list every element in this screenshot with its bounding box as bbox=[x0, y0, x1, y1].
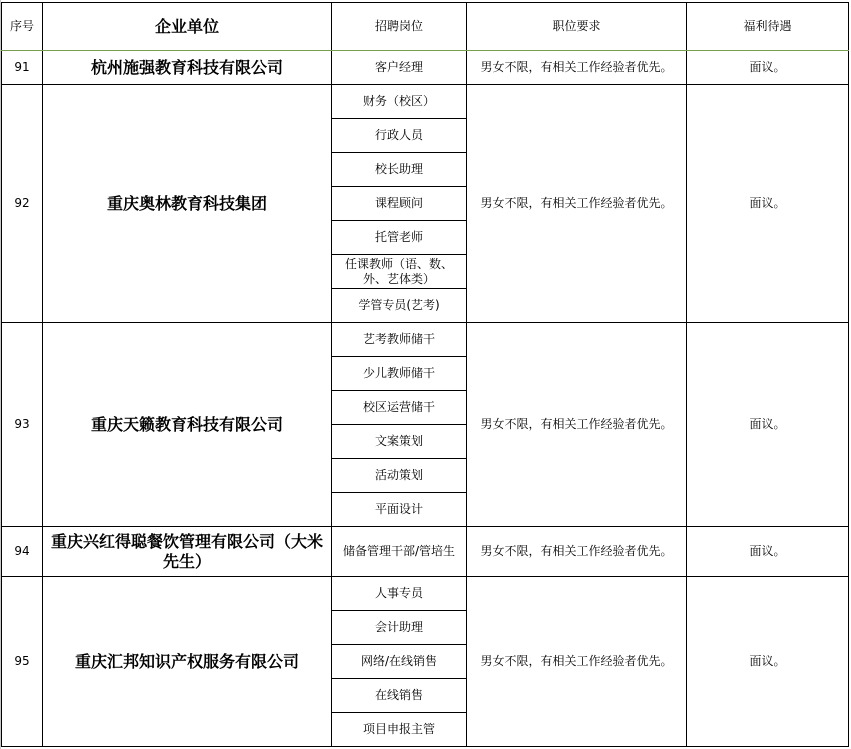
recruitment-table bbox=[1, 2, 849, 747]
position-cell[interactable]: 行政人员 bbox=[332, 119, 467, 153]
row-number[interactable]: 92 bbox=[2, 85, 43, 323]
position-cell[interactable]: 平面设计 bbox=[332, 493, 467, 527]
position-cell[interactable]: 财务（校区） bbox=[332, 85, 467, 119]
position-cell[interactable]: 学管专员(艺考) bbox=[332, 289, 467, 323]
company-name[interactable]: 杭州施强教育科技有限公司 bbox=[43, 51, 332, 85]
benefit-cell[interactable]: 面议。 bbox=[687, 85, 849, 323]
position-cell[interactable]: 活动策划 bbox=[332, 459, 467, 493]
requirement-cell[interactable]: 男女不限，有相关工作经验者优先。 bbox=[467, 51, 687, 85]
position-cell[interactable]: 任课教师（语、数、外、艺体类） bbox=[332, 255, 467, 289]
row-number[interactable]: 93 bbox=[2, 323, 43, 527]
position-cell[interactable]: 人事专员 bbox=[332, 577, 467, 611]
requirement-cell[interactable]: 男女不限，有相关工作经验者优先。 bbox=[467, 577, 687, 747]
table-row bbox=[2, 527, 849, 577]
benefit-cell[interactable]: 面议。 bbox=[687, 323, 849, 527]
position-cell[interactable]: 托管老师 bbox=[332, 221, 467, 255]
position-cell[interactable]: 校区运营储干 bbox=[332, 391, 467, 425]
company-name[interactable]: 重庆天籁教育科技有限公司 bbox=[43, 323, 332, 527]
row-number[interactable]: 95 bbox=[2, 577, 43, 747]
position-cell[interactable]: 储备管理干部/管培生 bbox=[332, 527, 467, 577]
table-row bbox=[2, 85, 849, 119]
company-name[interactable]: 重庆汇邦知识产权服务有限公司 bbox=[43, 577, 332, 747]
company-name[interactable]: 重庆奥林教育科技集团 bbox=[43, 85, 332, 323]
row-number[interactable]: 91 bbox=[2, 51, 43, 85]
header-requirement[interactable]: 职位要求 bbox=[467, 3, 687, 51]
position-cell[interactable]: 课程顾问 bbox=[332, 187, 467, 221]
header-benefit[interactable]: 福利待遇 bbox=[687, 3, 849, 51]
requirement-cell[interactable]: 男女不限，有相关工作经验者优先。 bbox=[467, 527, 687, 577]
requirement-cell[interactable]: 男女不限，有相关工作经验者优先。 bbox=[467, 323, 687, 527]
benefit-cell[interactable]: 面议。 bbox=[687, 577, 849, 747]
position-cell[interactable]: 客户经理 bbox=[332, 51, 467, 85]
position-cell[interactable]: 会计助理 bbox=[332, 611, 467, 645]
header-row bbox=[2, 3, 849, 51]
position-cell[interactable]: 校长助理 bbox=[332, 153, 467, 187]
position-cell[interactable]: 文案策划 bbox=[332, 425, 467, 459]
table-row bbox=[2, 323, 849, 357]
benefit-cell[interactable]: 面议。 bbox=[687, 51, 849, 85]
position-cell[interactable]: 在线销售 bbox=[332, 679, 467, 713]
table-row bbox=[2, 51, 849, 85]
position-cell[interactable]: 网络/在线销售 bbox=[332, 645, 467, 679]
header-company[interactable]: 企业单位 bbox=[43, 3, 332, 51]
position-cell[interactable]: 艺考教师储干 bbox=[332, 323, 467, 357]
position-cell[interactable]: 项目申报主管 bbox=[332, 713, 467, 747]
table-row bbox=[2, 577, 849, 611]
position-cell[interactable]: 少儿教师储干 bbox=[332, 357, 467, 391]
benefit-cell[interactable]: 面议。 bbox=[687, 527, 849, 577]
header-no[interactable]: 序号 bbox=[2, 3, 43, 51]
row-number[interactable]: 94 bbox=[2, 527, 43, 577]
company-name[interactable]: 重庆兴红得聪餐饮管理有限公司（大米先生） bbox=[43, 527, 332, 577]
requirement-cell[interactable]: 男女不限，有相关工作经验者优先。 bbox=[467, 85, 687, 323]
header-position[interactable]: 招聘岗位 bbox=[332, 3, 467, 51]
